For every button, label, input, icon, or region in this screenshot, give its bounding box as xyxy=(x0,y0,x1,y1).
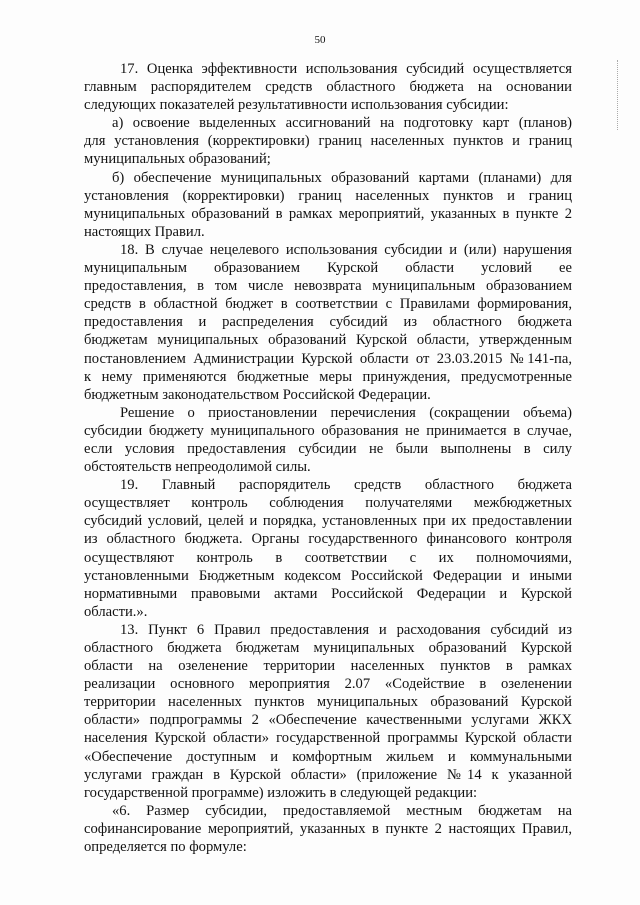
scan-margin-marks xyxy=(615,60,618,130)
text-line: услугами граждан в Курской области» (приложение №14 к указанной xyxy=(84,766,572,783)
text-line: 13. Пункт 6 Правил предоставления и расходования субсидий из xyxy=(120,621,572,638)
text-line: постановлением Администрации Курской области от 23.03.2015 №141-па, xyxy=(84,350,572,367)
text-line: субсидий условий, целей и порядка, установленных при их предоставлении xyxy=(84,513,572,530)
text-line: определяется по формуле: xyxy=(84,839,247,856)
text-line: нормативными правовыми актами Российской Федерации и Курской xyxy=(84,585,572,602)
text-line: муниципальным образованием Курской области условий ее xyxy=(84,260,572,277)
page-number: 50 xyxy=(314,34,326,46)
text-line: предоставления и распределения субсидий из областного бюджета xyxy=(84,314,572,331)
text-line: области на озеленение территории населенных пунктов в рамках xyxy=(84,658,572,675)
text-line: осуществляют контроль в соответствии с их полномочиями, xyxy=(84,549,572,566)
text-line: муниципальных образований в рамках мероприятий, указанных в пункте 2 xyxy=(84,205,572,222)
text-line: областного бюджета бюджетам муниципальных образований Курской xyxy=(84,640,572,656)
text-line: установления (корректировки) границ населенных пунктов и границ xyxy=(84,187,572,204)
text-line: бюджетным законодательством Российской Федерации. xyxy=(84,386,431,403)
text-line: установленными Бюджетным кодексом Российской Федерации и иными xyxy=(84,567,572,584)
text-line: «Обеспечение доступным и комфортным жильем и коммунальными xyxy=(84,748,572,765)
text-line: средств в областной бюджет в соответствии с Правилами формирования, xyxy=(84,296,572,313)
text-line: 18. В случае нецелевого использования субсидии и (или) нарушения xyxy=(120,241,572,258)
text-line: государственной программе) изложить в следующей редакции: xyxy=(84,784,478,801)
text-line: «6. Размер субсидии, предоставляемой местным бюджетам на xyxy=(112,802,572,819)
text-line: для установления (корректировки) границ населенных пунктов и границ xyxy=(84,133,572,150)
text-line: б) обеспечение муниципальных образований картами (планами) для xyxy=(112,169,572,186)
text-line: 19. Главный распорядитель средств областного бюджета xyxy=(120,477,572,494)
text-line: муниципальных образований; xyxy=(84,151,271,168)
text-line: а) освоение выделенных ассигнований на подготовку карт (планов) xyxy=(112,115,572,132)
text-line: реализации основного мероприятия 2.07 «Содействие в озеленении xyxy=(84,676,572,693)
text-line: настоящих Правил. xyxy=(84,223,205,240)
text-line: населения Курской области» государственной программы Курской области xyxy=(84,730,572,747)
text-line: следующих показателей результативности использования субсидии: xyxy=(84,97,509,114)
text-line: субсидии бюджету муниципального образования не принимается в случае, xyxy=(84,422,572,439)
text-line: осуществляет контроль соблюдения получателями межбюджетных xyxy=(84,495,572,512)
text-line: Решение о приостановлении перечисления (сокращении объема) xyxy=(120,404,572,421)
text-line: области» подпрограммы 2 «Обеспечение качественными услугами ЖКХ xyxy=(84,712,572,729)
text-line: области.». xyxy=(84,603,148,620)
text-line: предоставления, в том числе невозврата муниципальным образованием xyxy=(84,278,572,295)
text-line: главным распорядителем средств областного бюджета на основании xyxy=(84,79,572,96)
text-line: территории населенных пунктов муниципальных образований Курской xyxy=(84,694,572,711)
text-line: обстоятельств непреодолимой силы. xyxy=(84,459,311,476)
text-line: из областного бюджета. Органы государственного финансового контроля xyxy=(84,531,572,548)
text-line: бюджетам муниципальных образований Курской области, утвержденным xyxy=(84,332,572,349)
document-body xyxy=(84,60,572,856)
text-line: к нему применяются бюджетные меры принуждения, предусмотренные xyxy=(84,368,572,385)
text-line: если условия предоставления субсидии не были выполнены в силу xyxy=(84,440,572,457)
text-line: 17. Оценка эффективности использования субсидий осуществляется xyxy=(120,61,572,77)
text-line: софинансирование мероприятий, указанных в пункте 2 настоящих Правил, xyxy=(84,820,572,837)
